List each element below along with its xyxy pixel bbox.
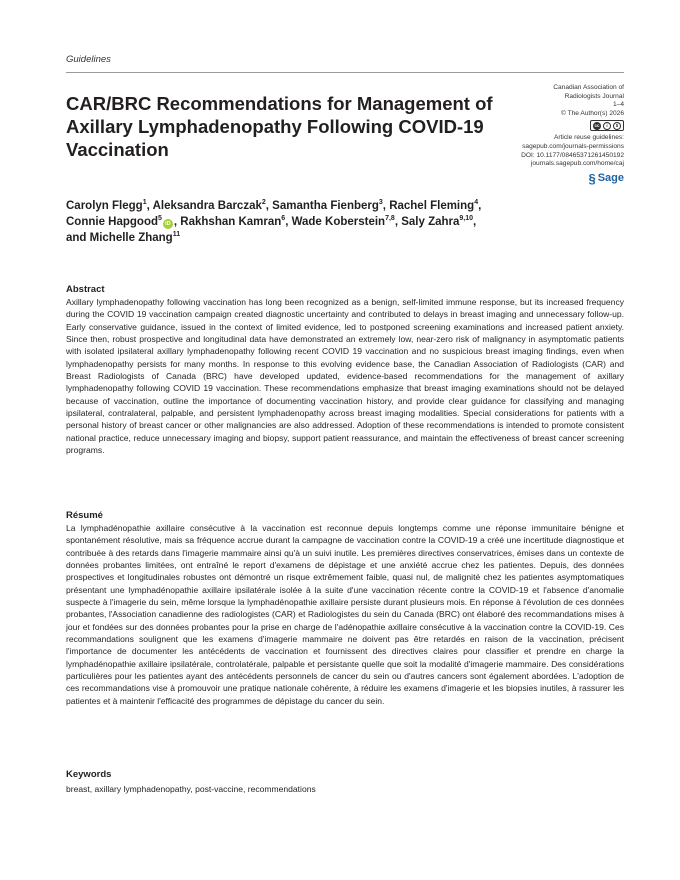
author-name[interactable]: Rakhshan Kamran$^6$	[180, 215, 286, 228]
journal-copyright: © The Author(s) 2026	[560, 109, 624, 117]
author-name[interactable]: Wade Koberstein$^{7,8}$	[291, 215, 395, 228]
resume-heading: Résumé	[66, 510, 103, 521]
journal-name-line2: Radiologists Journal	[564, 92, 624, 100]
doi-text[interactable]: DOI: 10.1177/08465371261450192	[521, 151, 624, 159]
orcid-icon[interactable]: iD	[163, 219, 173, 229]
sage-logo[interactable]	[588, 170, 624, 186]
reuse-guidelines-link[interactable]: sagepub.com/journals-permissions	[522, 142, 624, 150]
reuse-guidelines-label: Article reuse guidelines:	[553, 134, 624, 142]
journal-url-link[interactable]: journals.sagepub.com/home/caj	[530, 160, 624, 168]
abstract-heading: Abstract	[66, 284, 105, 295]
cc-by-nc-icon[interactable]: cc i $	[590, 120, 624, 131]
keywords-heading: Keywords	[66, 769, 112, 780]
author-name[interactable]: Samantha Fienberg$^3$	[272, 199, 383, 212]
article-type-label: Guidelines	[66, 54, 111, 65]
author-list: Carolyn Flegg$^1$, Aleksandra Barczak$^2$, Samantha Fienberg$^3$, Rachel Fleming$^4$, Connie Hapgood$^5$iD , Rakhshan Kamran$^6$, Wade Koberstein$^{7,8}$, Saly Zahra$^{9,10}$, and Michelle Zhang$^{11}$	[66, 199, 482, 244]
keywords-text: breast, axillary lymphadenopathy, post-vaccine, recommendations	[66, 784, 316, 794]
journal-pages: 1–4	[612, 101, 624, 109]
author-name[interactable]: Aleksandra Barczak$^2$	[152, 199, 266, 212]
author-name[interactable]: and Michelle Zhang$^{11}$	[66, 231, 181, 244]
resume-text: La lymphadénopathie axillaire consécutive à la vaccination est reconnue depuis longtemps comme une réponse immunitaire bénigne et spontanément résolutive, mais sa fréquence accrue durant la campagne de vaccination contre la COVID-19 a créé une incertitude diagnostique et contribuée à des retards dans l'imagerie mammaire ainsi qu'à un suivi inutile. Les premières directives conservatrices, émises dans un contexte de données probantes limitées, ont entraîné le report d'examens de dépistage et une anxiété accrue chez les patientes. Depuis, des données prospectives et longitudinales robustes ont démontré un risque extrêmement faible, quasi nul, de malignité chez les patientes asymptomatiques présentant une lymphadénopathie axillaire ipsilatérale isolée à la suite d'une vaccination récente contre la COVID-19 et l'absence d'anomalie suspecte à l'imagerie du sein, même lorsque la lymphadénopathie axillaire persiste durant plusieurs mois. En réponse à l'évolution de ces données probantes, l'Association canadienne des radiologistes (CAR) et Radiologistes du sein du Canada (BRC) ont élaboré des recommandations mises à jour et fondées sur des données probantes pour la prise en charge de l'adénopathie axillaire consécutive à la vaccination contre la COVID-19. Ces recommandations soulignent que les examens d'imagerie mammaire ne doivent pas être retardés en raison de la vaccination, précisent l'importance de documenter les antécédents de vaccination et fournissent des directives claires pour classifier et prendre en charge la lymphadénopathie axillaire ipsilatérale, controlatérale, palpable et persistante quelle que soit la modalité d'imagerie mammaire. Des considérations particulières pour les patientes ayant des antécédents personnels de cancer du sein ou d'autres cancers sont également abordées. L'adoption de ces recommandations vise à promouvoir une pratique nationale cohérente, à réduire les examens d'imagerie et les biopsies inutiles, à rassurer les patientes et à maintenir l'efficacité des programmes de dépistage du cancer du sein.	[66, 523, 624, 706]
journal-info	[484, 84, 624, 186]
author-name[interactable]: Saly Zahra$^{9,10}$	[401, 215, 474, 228]
author-name[interactable]: Connie Hapgood$^5$	[66, 215, 162, 228]
abstract-text: Axillary lymphadenopathy following vaccination has long been recognized as a benign, self-limited immune response, but its increased frequency during the COVID 19 vaccination campaign created diagnostic uncertainty and contributed to delays in breast imaging and unnecessary follow-up. Early conservative guidance, issued in the context of limited evidence, led to postponed screening examinations and increased patient anxiety. Since then, robust prospective and longitudinal data have demonstrated an extremely low, near-zero risk of malignancy in asymptomatic patients with isolated ipsilateral axillary lymphadenopathy following recent COVID 19 vaccination and no suspicious breast imaging findings, even when lymphadenopathy persists for many months. In response to this evolving evidence base, the Canadian Association of Radiologists (CAR) and Breast Radiologists of Canada (BRC) have developed updated, evidence-based recommendations for the management of axillary lymphadenopathy following COVID 19 vaccination. These recommendations emphasize that breast imaging examinations should not be delayed because of vaccination, outline the importance of documenting vaccination history, and provide clear guidance for classifying and managing ipsilateral, contralateral, palpable, and persistent lymphadenopathy across breast imaging modalities. Special considerations for patients with a personal history of breast cancer or other malignancies are also addressed. Adoption of these recommendations is intended to promote consistent national practice, reduce unnecessary imaging and biopsy, support patient reassurance, and maintain the effectiveness of breast cancer screening programs.	[66, 297, 624, 456]
sage-mark-icon: §	[588, 170, 596, 186]
article-title: CAR/BRC Recommendations for Management of Axillary Lymphadenopathy Following COVID-19 Vaccination	[66, 93, 493, 160]
author-name[interactable]: Carolyn Flegg$^1$	[66, 199, 147, 212]
header-rule	[66, 72, 624, 73]
author-name[interactable]: Rachel Fleming$^4$	[389, 199, 479, 212]
sage-logo-text: Sage	[597, 172, 624, 185]
journal-name-line1: Canadian Association of	[553, 84, 624, 91]
